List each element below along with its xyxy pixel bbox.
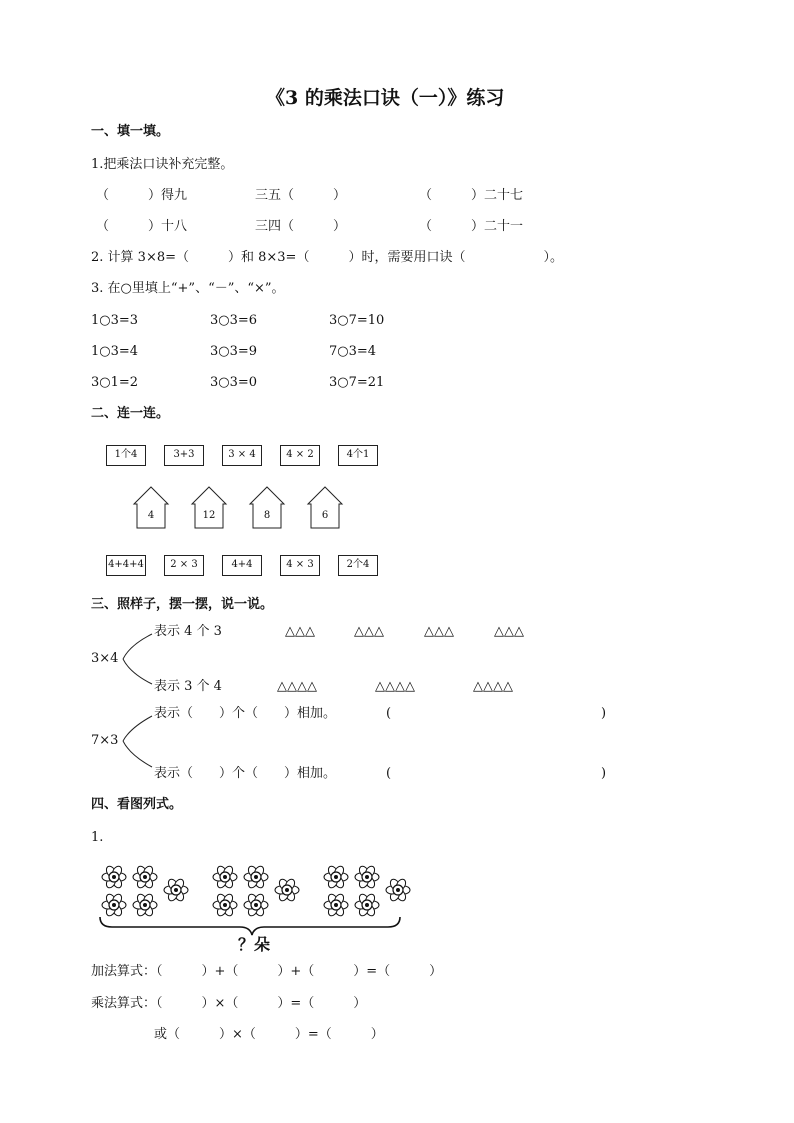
q1-row2-b: 三四（ ） [255,219,347,234]
answer-paren-close: ) [601,706,607,721]
bottom-box-label: 2 × 3 [170,559,198,570]
top-box-label: 4个1 [346,449,370,460]
q1-row1-a: （ ）得九 [96,188,188,203]
flower-icon [355,893,379,918]
section1-heading: 一、填一填。 [91,124,170,139]
triangle-group: △△△ [354,624,384,639]
flower-icon [324,865,348,890]
bottom-box-label: 4+4+4 [108,559,144,570]
top-box-label: 1个4 [114,449,138,460]
flower-icon [133,893,157,918]
q1-row2-a: （ ）十八 [96,219,188,234]
flower-icon [386,878,410,903]
q3-r3-a: 3○1=2 [91,375,139,390]
answer-paren-close: ) [601,766,607,781]
top-box-label: 3+3 [173,449,195,460]
alternate-multiplication-equation: 或（ ）×（ ）=（ ） [154,1027,384,1042]
flower-icon [355,865,379,890]
exercise-branch-top: 表示（ ）个（ ）相加。 [154,706,337,721]
section3-heading: 三、照样子，摆一摆，说一说。 [91,597,274,612]
triangle-group: △△△ [494,624,524,639]
multiplication-equation: 乘法算式：（ ）×（ ）=（ ） [91,996,367,1011]
flower-icon [102,865,126,890]
triangle-group: △△△△ [277,679,317,694]
house-number: 8 [263,510,271,521]
q3-r1-c: 3○7=10 [329,313,385,328]
triangle-group: △△△△ [473,679,513,694]
flower-icon [133,865,157,890]
bottom-box-label: 2个4 [346,559,370,570]
answer-paren-open: ( [386,706,392,721]
exercise-expr: 7×3 [91,733,119,748]
flower-icon [324,893,348,918]
q1-label: 1.把乘法口诀补充完整。 [91,157,234,172]
flower-icon [244,865,268,890]
house-number: 12 [202,510,216,521]
q3-r2-a: 1○3=4 [91,344,139,359]
flower-icon [244,893,268,918]
addition-equation: 加法算式：（ ）+（ ）+（ ）=（ ） [91,964,443,979]
q2-text: 2. 计算 3×8=（ ）和 8×3=（ ）时，需要用口诀（ ）。 [91,250,563,265]
q3-r2-b: 3○3=9 [210,344,258,359]
flower-icon [164,878,188,903]
flower-icon [102,893,126,918]
flower-icon [213,893,237,918]
page-title: 《3 的乘法口诀（一）》练习 [266,87,505,109]
house-number: 4 [147,510,155,521]
house-number: 6 [321,510,329,521]
top-box-label: 4 × 2 [286,449,314,460]
q3-r1-a: 1○3=3 [91,313,139,328]
flower-icon [213,865,237,890]
top-box-label: 3 × 4 [228,449,256,460]
triangle-group: △△△ [424,624,454,639]
q1-row1-c: （ ）二十七 [419,188,524,203]
exercise-branch-bottom: 表示（ ）个（ ）相加。 [154,766,337,781]
bottom-box-label: 4 × 3 [286,559,314,570]
example-branch-bottom: 表示 3 个 4 [154,679,222,694]
q3-r3-b: 3○3=0 [210,375,258,390]
q4-1-label: 1. [91,830,104,845]
q1-row1-b: 三五（ ） [255,188,347,203]
section2-heading: 二、连一连。 [91,406,170,421]
q3-r2-c: 7○3=4 [329,344,377,359]
triangle-group: △△△△ [375,679,415,694]
section4-heading: 四、看图列式。 [91,797,183,812]
q3-label: 3. 在○里填上“+”、“－”、“×”。 [91,281,285,296]
q1-row2-c: （ ）二十一 [419,219,524,234]
example-branch-top: 表示 4 个 3 [154,624,222,639]
bottom-box-label: 4+4 [231,559,253,570]
brace-label: ？朵 [238,935,271,954]
flower-icon [275,878,299,903]
q3-r3-c: 3○7=21 [329,375,385,390]
example-expr: 3×4 [91,651,119,666]
triangle-group: △△△ [285,624,315,639]
answer-paren-open: ( [386,766,392,781]
q3-r1-b: 3○3=6 [210,313,258,328]
